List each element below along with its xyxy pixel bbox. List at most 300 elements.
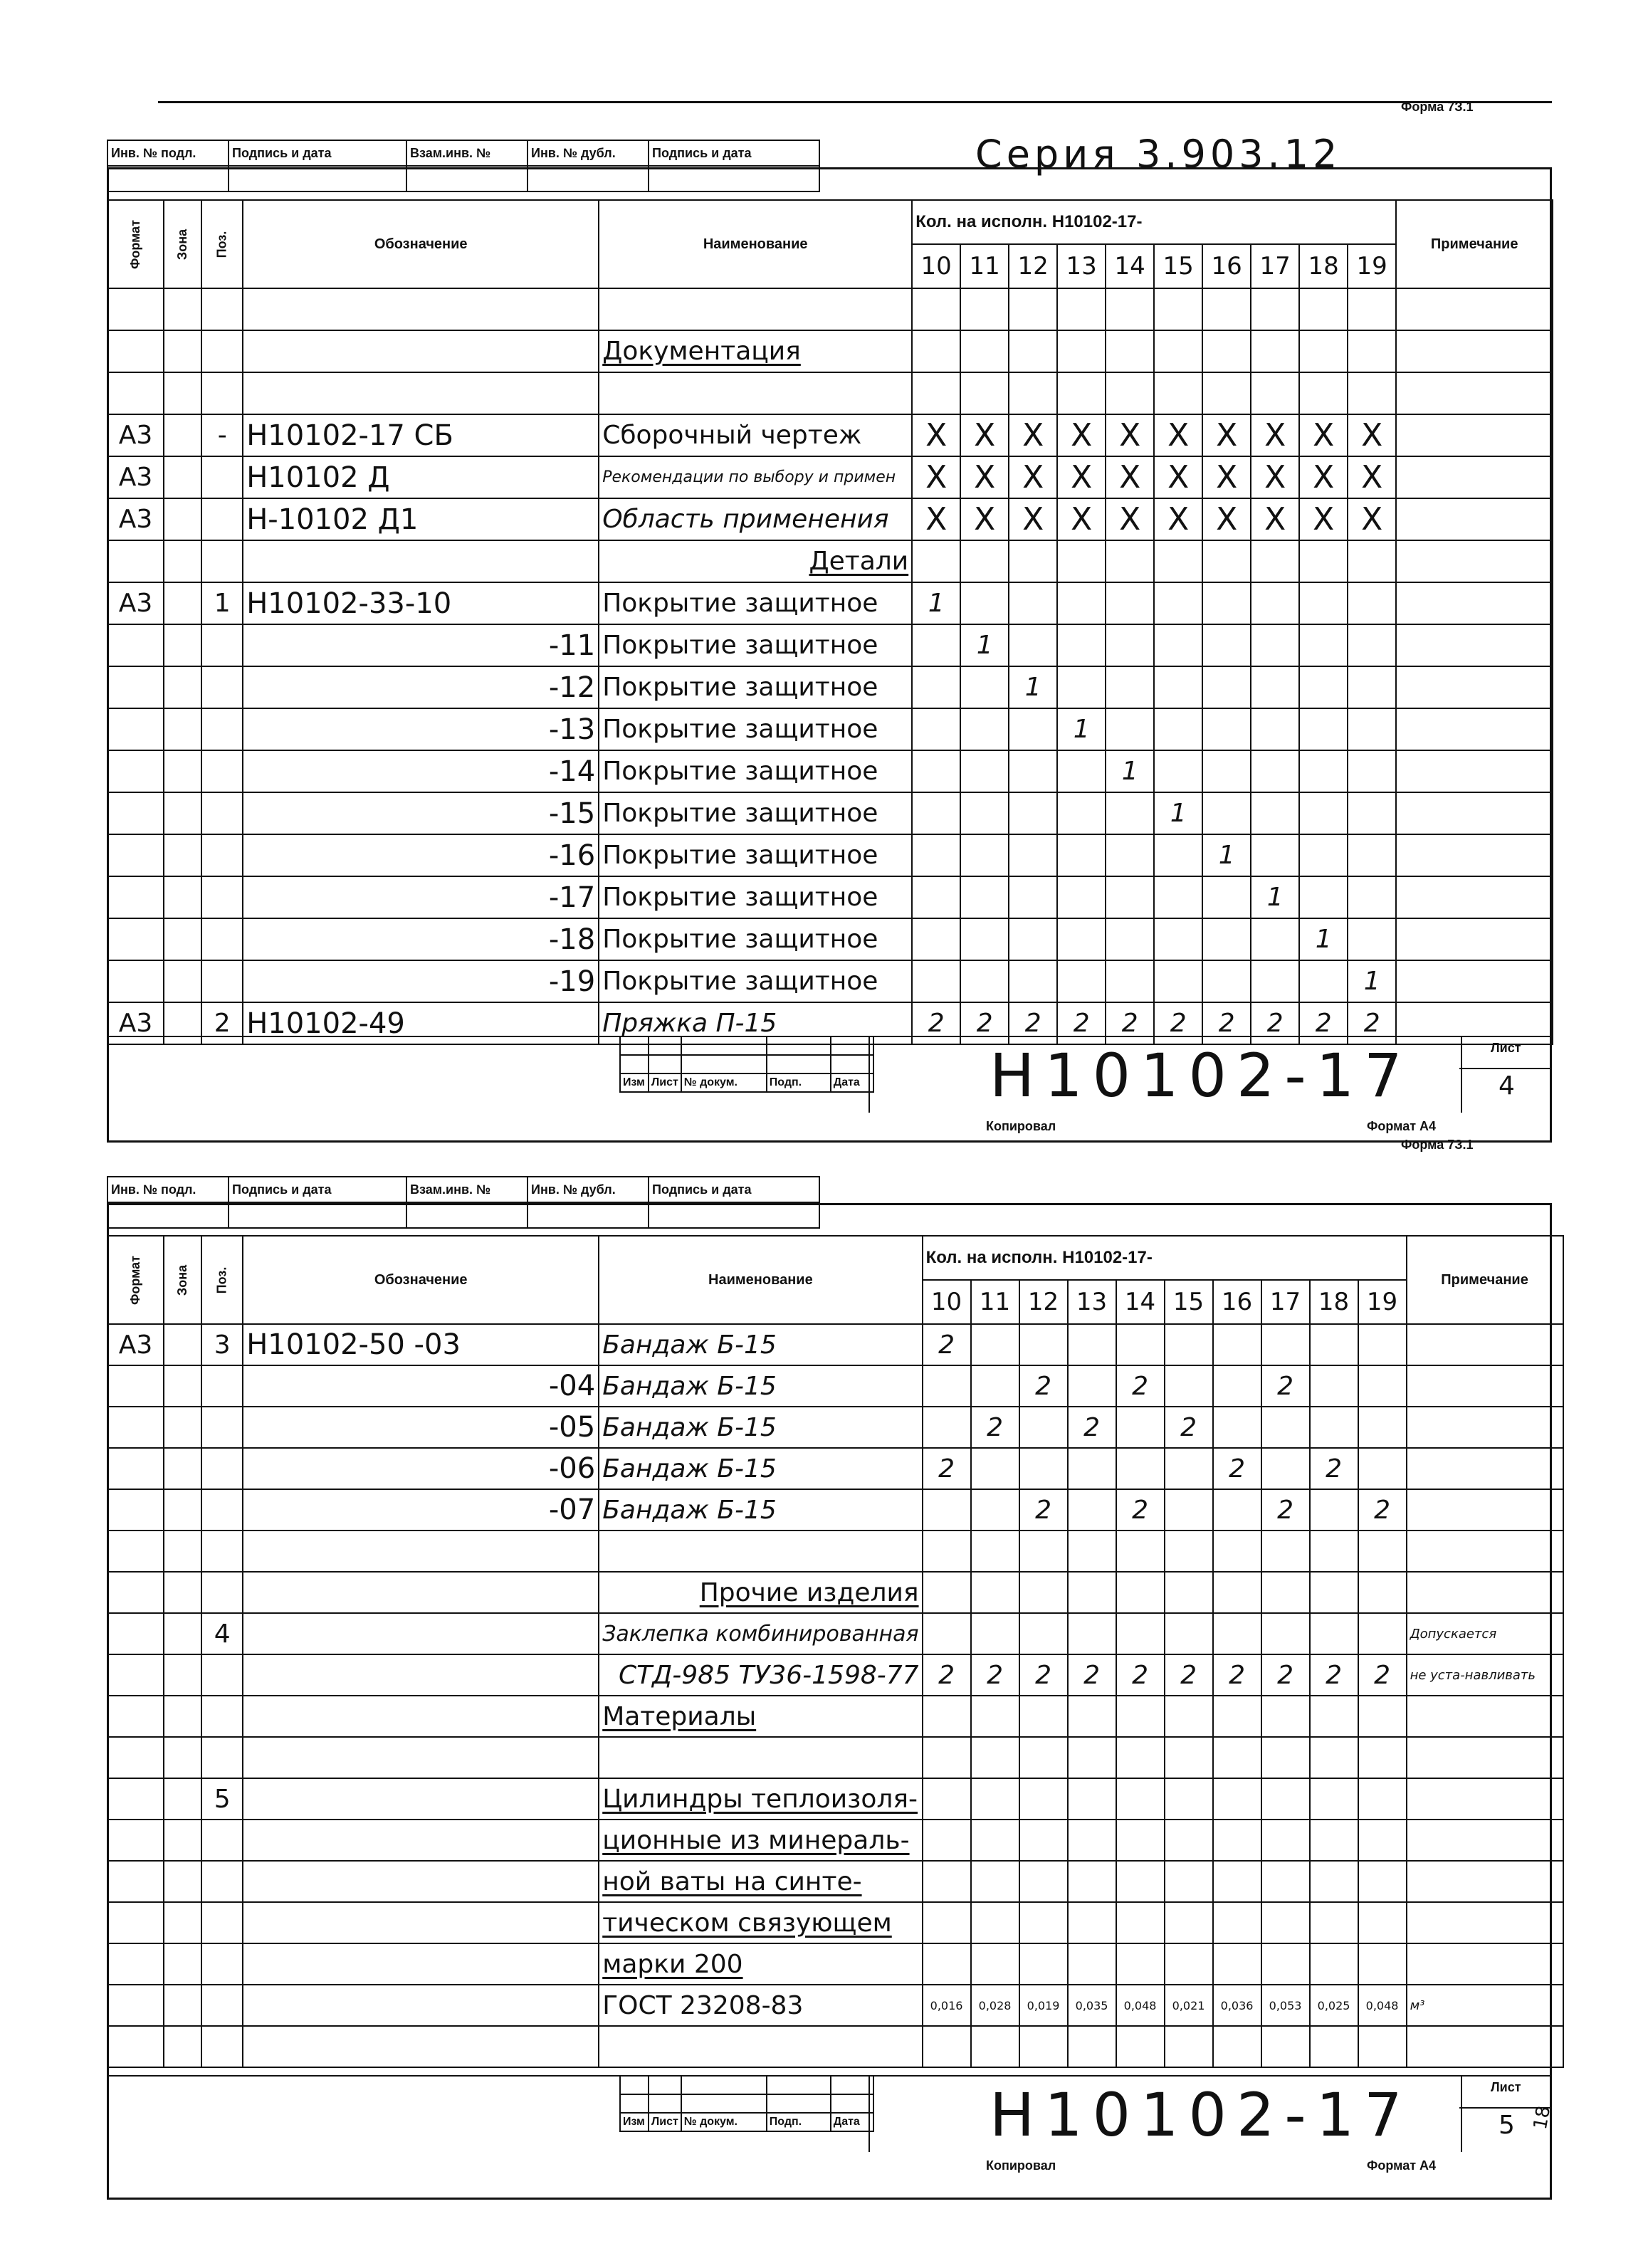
qty-cell-10 bbox=[912, 792, 960, 834]
qty-cell-10 bbox=[912, 288, 960, 330]
designation-cell bbox=[243, 288, 599, 330]
pos-cell bbox=[201, 498, 243, 540]
designation-cell bbox=[243, 2026, 599, 2067]
table-row bbox=[107, 2026, 1563, 2067]
pos-cell bbox=[201, 1902, 243, 1943]
name-cell bbox=[599, 372, 912, 414]
qty-cell-19 bbox=[1358, 1943, 1407, 1985]
qty-cell-17: 0,053 bbox=[1261, 1985, 1310, 2026]
qty-cell-12 bbox=[1009, 624, 1057, 666]
form-label-2: Форма 7З.1 bbox=[1401, 1138, 1474, 1152]
qty-cell-12 bbox=[1019, 1820, 1068, 1861]
designation-cell: Н10102 Д bbox=[243, 456, 599, 498]
note-cell bbox=[1396, 792, 1553, 834]
qty-cell-14 bbox=[1106, 666, 1154, 708]
qty-cell-18: 2 bbox=[1310, 1448, 1358, 1489]
copied-label: Копировал bbox=[986, 2158, 1056, 2173]
pos-cell bbox=[201, 708, 243, 750]
qty-cell-10 bbox=[923, 1365, 971, 1407]
table-row bbox=[107, 1820, 1563, 1861]
format-cell bbox=[107, 1407, 164, 1448]
qty-cell-14: 2 bbox=[1116, 1654, 1165, 1696]
qty-cell-13: X bbox=[1057, 498, 1106, 540]
tb-cell bbox=[620, 1036, 649, 1055]
note-cell bbox=[1396, 876, 1553, 918]
tb-label: Дата bbox=[831, 1073, 873, 1092]
qty-cell-12 bbox=[1009, 330, 1057, 372]
qty-cell-18 bbox=[1299, 834, 1348, 876]
qty-cell-18 bbox=[1310, 1365, 1358, 1407]
qty-cell-14 bbox=[1106, 876, 1154, 918]
qty-cell-14 bbox=[1116, 1531, 1165, 1572]
qty-cell-13 bbox=[1068, 1365, 1116, 1407]
strip-cell: Инв. № дубл. bbox=[528, 140, 649, 166]
qty-cell-10 bbox=[912, 918, 960, 960]
format-cell: А3 bbox=[107, 1002, 164, 1044]
pos-cell bbox=[201, 1737, 243, 1778]
table-row bbox=[107, 918, 1553, 960]
strip-blank bbox=[528, 1202, 649, 1228]
qty-cell-16 bbox=[1202, 960, 1251, 1002]
note-cell bbox=[1396, 582, 1553, 624]
table-row bbox=[107, 1654, 1563, 1696]
qty-cell-14: 2 bbox=[1106, 1002, 1154, 1044]
qty-cell-17: X bbox=[1251, 456, 1299, 498]
qty-cell-11 bbox=[971, 1696, 1019, 1737]
qty-cell-10: 2 bbox=[912, 1002, 960, 1044]
qty-cell-15 bbox=[1165, 1737, 1213, 1778]
name-cell: Покрытие защитное bbox=[599, 750, 912, 792]
tb-label: Лист bbox=[649, 1073, 681, 1092]
designation-cell: Н10102-50 -03 bbox=[243, 1324, 599, 1365]
note-cell bbox=[1407, 1861, 1563, 1902]
qty-cell-12 bbox=[1009, 708, 1057, 750]
pos-header: Поз. bbox=[201, 1236, 243, 1324]
format-cell bbox=[107, 960, 164, 1002]
qty-cell-18 bbox=[1310, 1696, 1358, 1737]
qty-cell-16 bbox=[1202, 876, 1251, 918]
note-cell bbox=[1396, 834, 1553, 876]
table-row bbox=[107, 1365, 1563, 1407]
tb-cell bbox=[681, 2076, 767, 2094]
qty-cell-17: 2 bbox=[1261, 1654, 1310, 1696]
qty-cell-11 bbox=[960, 666, 1009, 708]
table-row bbox=[107, 1778, 1563, 1820]
qty-cell-17 bbox=[1251, 330, 1299, 372]
qty-cell-15 bbox=[1165, 1861, 1213, 1902]
qty-cell-18: X bbox=[1299, 414, 1348, 456]
tb-label: № докум. bbox=[681, 2113, 767, 2131]
format-cell bbox=[107, 1820, 164, 1861]
qty-cell-13 bbox=[1057, 834, 1106, 876]
qty-cell-13 bbox=[1057, 750, 1106, 792]
pos-cell bbox=[201, 876, 243, 918]
format-cell bbox=[107, 624, 164, 666]
variant-header-12: 12 bbox=[1009, 244, 1057, 288]
qty-cell-18 bbox=[1310, 1861, 1358, 1902]
strip-blank bbox=[406, 1202, 528, 1228]
format-cell bbox=[107, 1696, 164, 1737]
qty-cell-15: X bbox=[1154, 456, 1202, 498]
qty-cell-13 bbox=[1057, 288, 1106, 330]
table-row bbox=[107, 1572, 1563, 1613]
variant-header-14: 14 bbox=[1116, 1280, 1165, 1324]
note-cell bbox=[1396, 372, 1553, 414]
qty-cell-17 bbox=[1251, 750, 1299, 792]
qty-cell-15 bbox=[1154, 750, 1202, 792]
note-cell bbox=[1396, 498, 1553, 540]
qty-cell-16 bbox=[1213, 1737, 1261, 1778]
qty-cell-10 bbox=[923, 2026, 971, 2067]
qty-cell-16 bbox=[1213, 1613, 1261, 1654]
format-cell bbox=[107, 750, 164, 792]
qty-cell-14 bbox=[1106, 708, 1154, 750]
designation-cell bbox=[243, 372, 599, 414]
pos-cell: 2 bbox=[201, 1002, 243, 1044]
qty-cell-15 bbox=[1154, 708, 1202, 750]
qty-cell-13 bbox=[1068, 1531, 1116, 1572]
variant-header-13: 13 bbox=[1068, 1280, 1116, 1324]
qty-cell-15 bbox=[1165, 1448, 1213, 1489]
qty-cell-15 bbox=[1165, 1324, 1213, 1365]
qty-cell-14 bbox=[1116, 1820, 1165, 1861]
zone-cell bbox=[164, 1489, 201, 1531]
qty-cell-18 bbox=[1299, 750, 1348, 792]
qty-cell-18 bbox=[1310, 1778, 1358, 1820]
zone-cell bbox=[164, 834, 201, 876]
zone-header: Зона bbox=[164, 200, 201, 288]
table-row bbox=[107, 330, 1553, 372]
qty-cell-17 bbox=[1261, 1820, 1310, 1861]
qty-cell-13 bbox=[1057, 960, 1106, 1002]
sheet-label: Лист bbox=[1491, 2080, 1521, 2094]
qty-cell-19: 2 bbox=[1358, 1654, 1407, 1696]
name-cell: Покрытие защитное bbox=[599, 834, 912, 876]
zone-cell bbox=[164, 288, 201, 330]
qty-cell-15 bbox=[1165, 1572, 1213, 1613]
table-row bbox=[107, 1613, 1563, 1654]
name-cell: Прочие изделия bbox=[599, 1572, 922, 1613]
qty-cell-17 bbox=[1261, 1902, 1310, 1943]
designation-cell: Н10102-49 bbox=[243, 1002, 599, 1044]
variant-header-19: 19 bbox=[1358, 1280, 1407, 1324]
qty-cell-17 bbox=[1251, 372, 1299, 414]
note-cell bbox=[1396, 540, 1553, 582]
qty-cell-16 bbox=[1213, 1820, 1261, 1861]
qty-cell-12: 2 bbox=[1019, 1489, 1068, 1531]
qty-cell-16 bbox=[1213, 1778, 1261, 1820]
qty-cell-10 bbox=[912, 876, 960, 918]
qty-cell-12 bbox=[1019, 1407, 1068, 1448]
qty-cell-17 bbox=[1251, 624, 1299, 666]
qty-cell-17 bbox=[1261, 1531, 1310, 1572]
qty-cell-12: X bbox=[1009, 414, 1057, 456]
format-label: Формат А4 bbox=[1367, 1119, 1437, 1133]
qty-cell-15 bbox=[1154, 918, 1202, 960]
qty-cell-12 bbox=[1019, 1778, 1068, 1820]
name-cell: Покрытие защитное bbox=[599, 624, 912, 666]
table-row bbox=[107, 456, 1553, 498]
qty-cell-19 bbox=[1358, 1737, 1407, 1778]
qty-cell-18 bbox=[1310, 1943, 1358, 1985]
qty-cell-15 bbox=[1165, 1778, 1213, 1820]
qty-cell-18 bbox=[1299, 876, 1348, 918]
qty-cell-17 bbox=[1251, 582, 1299, 624]
qty-cell-13 bbox=[1068, 1448, 1116, 1489]
qty-cell-16 bbox=[1213, 1324, 1261, 1365]
variant-header-15: 15 bbox=[1165, 1280, 1213, 1324]
qty-cell-19: 0,048 bbox=[1358, 1985, 1407, 2026]
designation-cell: -15 bbox=[243, 792, 599, 834]
qty-cell-14 bbox=[1116, 1778, 1165, 1820]
qty-cell-13: 0,035 bbox=[1068, 1985, 1116, 2026]
designation-cell: -06 bbox=[243, 1448, 599, 1489]
strip-cell: Подпись и дата bbox=[229, 1177, 406, 1202]
pos-cell bbox=[201, 750, 243, 792]
qty-cell-18 bbox=[1299, 666, 1348, 708]
note-cell bbox=[1407, 1324, 1563, 1365]
qty-cell-18 bbox=[1299, 624, 1348, 666]
top-rule bbox=[158, 101, 1552, 103]
qty-cell-18 bbox=[1310, 1531, 1358, 1572]
tb-cell bbox=[831, 1036, 873, 1055]
qty-cell-10 bbox=[912, 708, 960, 750]
designation-cell: -16 bbox=[243, 834, 599, 876]
zone-cell bbox=[164, 1572, 201, 1613]
qty-cell-10 bbox=[923, 1489, 971, 1531]
designation-cell bbox=[243, 1654, 599, 1696]
pos-cell bbox=[201, 834, 243, 876]
qty-cell-18 bbox=[1310, 1820, 1358, 1861]
qty-cell-16 bbox=[1213, 1696, 1261, 1737]
qty-cell-19 bbox=[1348, 624, 1396, 666]
format-cell bbox=[107, 288, 164, 330]
pos-cell bbox=[201, 918, 243, 960]
zone-cell bbox=[164, 1985, 201, 2026]
qty-cell-14: 1 bbox=[1106, 750, 1154, 792]
qty-cell-10 bbox=[912, 834, 960, 876]
designation-cell: -11 bbox=[243, 624, 599, 666]
variant-header-14: 14 bbox=[1106, 244, 1154, 288]
pos-cell bbox=[201, 540, 243, 582]
pos-cell bbox=[201, 330, 243, 372]
note-cell bbox=[1396, 918, 1553, 960]
pos-cell bbox=[201, 1407, 243, 1448]
qty-cell-10: 2 bbox=[923, 1324, 971, 1365]
qty-cell-17 bbox=[1251, 834, 1299, 876]
format-cell bbox=[107, 330, 164, 372]
qty-cell-15 bbox=[1165, 1613, 1213, 1654]
zone-cell bbox=[164, 1737, 201, 1778]
zone-cell bbox=[164, 414, 201, 456]
table-row bbox=[107, 1902, 1563, 1943]
top-strip-1 bbox=[107, 140, 820, 192]
pos-cell bbox=[201, 1820, 243, 1861]
table-row bbox=[107, 1531, 1563, 1572]
designation-cell bbox=[243, 1613, 599, 1654]
qty-cell-16 bbox=[1202, 288, 1251, 330]
qty-cell-14 bbox=[1116, 1861, 1165, 1902]
qty-cell-19 bbox=[1358, 1820, 1407, 1861]
pos-cell bbox=[201, 960, 243, 1002]
format-cell bbox=[107, 1448, 164, 1489]
qty-cell-16 bbox=[1202, 624, 1251, 666]
qty-cell-13 bbox=[1068, 1572, 1116, 1613]
qty-cell-16 bbox=[1202, 918, 1251, 960]
qty-cell-15 bbox=[1165, 1365, 1213, 1407]
zone-cell bbox=[164, 1696, 201, 1737]
copied-label: Копировал bbox=[986, 1119, 1056, 1133]
tb-label: Изм bbox=[620, 1073, 649, 1092]
qty-cell-16 bbox=[1202, 750, 1251, 792]
tb-label: Подп. bbox=[767, 2113, 831, 2131]
note-cell bbox=[1396, 456, 1553, 498]
qty-cell-11 bbox=[971, 1943, 1019, 1985]
note-cell: Допускается bbox=[1407, 1613, 1563, 1654]
pos-cell bbox=[201, 624, 243, 666]
name-cell: Цилиндры теплоизоля- bbox=[599, 1778, 922, 1820]
qty-cell-18 bbox=[1310, 1613, 1358, 1654]
name-cell bbox=[599, 1737, 922, 1778]
qty-cell-15 bbox=[1165, 1696, 1213, 1737]
qty-cell-13: X bbox=[1057, 456, 1106, 498]
qty-cell-10 bbox=[912, 330, 960, 372]
table-row bbox=[107, 624, 1553, 666]
form-label: Форма 7З.1 bbox=[1401, 100, 1474, 114]
zone-cell bbox=[164, 1324, 201, 1365]
table-row bbox=[107, 1861, 1563, 1902]
format-cell bbox=[107, 540, 164, 582]
zone-cell bbox=[164, 330, 201, 372]
qty-cell-16 bbox=[1202, 372, 1251, 414]
name-header: Наименование bbox=[599, 200, 912, 288]
strip-cell: Инв. № подл. bbox=[107, 1177, 229, 1202]
qty-cell-19 bbox=[1358, 1861, 1407, 1902]
qty-cell-15 bbox=[1154, 540, 1202, 582]
qty-cell-12 bbox=[1019, 1324, 1068, 1365]
qty-cell-11: 0,028 bbox=[971, 1985, 1019, 2026]
sheet-label: Лист bbox=[1491, 1041, 1521, 1055]
qty-cell-11 bbox=[971, 1778, 1019, 1820]
qty-cell-12: 2 bbox=[1019, 1365, 1068, 1407]
strip-cell: Инв. № дубл. bbox=[528, 1177, 649, 1202]
qty-cell-13 bbox=[1068, 1696, 1116, 1737]
qty-cell-13 bbox=[1068, 1861, 1116, 1902]
name-cell: Сборочный чертеж bbox=[599, 414, 912, 456]
qty-cell-15 bbox=[1154, 876, 1202, 918]
designation-cell: -17 bbox=[243, 876, 599, 918]
variant-header-18: 18 bbox=[1310, 1280, 1358, 1324]
name-cell: Бандаж Б-15 bbox=[599, 1365, 922, 1407]
designation-cell bbox=[243, 330, 599, 372]
pos-cell: 1 bbox=[201, 582, 243, 624]
qty-cell-14: X bbox=[1106, 456, 1154, 498]
designation-cell bbox=[243, 1820, 599, 1861]
qty-cell-12 bbox=[1009, 750, 1057, 792]
format-label: Формат А4 bbox=[1367, 2158, 1437, 2173]
zone-cell bbox=[164, 1002, 201, 1044]
qty-cell-11: 2 bbox=[960, 1002, 1009, 1044]
title-block-2 bbox=[619, 2075, 874, 2132]
name-cell: Покрытие защитное bbox=[599, 918, 912, 960]
qty-cell-17 bbox=[1251, 918, 1299, 960]
qty-cell-11 bbox=[960, 288, 1009, 330]
qty-cell-18: 2 bbox=[1310, 1654, 1358, 1696]
name-cell: Детали bbox=[599, 540, 912, 582]
tb-cell bbox=[649, 1036, 681, 1055]
qty-cell-13 bbox=[1057, 540, 1106, 582]
qty-cell-17: 2 bbox=[1261, 1365, 1310, 1407]
qty-cell-10: X bbox=[912, 414, 960, 456]
qty-cell-14 bbox=[1116, 1696, 1165, 1737]
qty-cell-16 bbox=[1213, 1572, 1261, 1613]
qty-cell-13 bbox=[1068, 1737, 1116, 1778]
qty-cell-19 bbox=[1358, 2026, 1407, 2067]
qty-cell-11 bbox=[971, 1448, 1019, 1489]
qty-cell-11 bbox=[971, 1902, 1019, 1943]
format-cell bbox=[107, 1613, 164, 1654]
variant-header-17: 17 bbox=[1251, 244, 1299, 288]
zone-cell bbox=[164, 1531, 201, 1572]
qty-cell-17 bbox=[1251, 666, 1299, 708]
note-cell: м³ bbox=[1407, 1985, 1563, 2026]
note-cell bbox=[1396, 708, 1553, 750]
designation-cell: -04 bbox=[243, 1365, 599, 1407]
qty-cell-15 bbox=[1154, 624, 1202, 666]
qty-cell-18 bbox=[1299, 540, 1348, 582]
designation-cell bbox=[243, 1531, 599, 1572]
qty-cell-11 bbox=[971, 1324, 1019, 1365]
note-cell bbox=[1407, 1737, 1563, 1778]
qty-cell-16 bbox=[1202, 540, 1251, 582]
qty-cell-12 bbox=[1009, 372, 1057, 414]
qty-cell-14 bbox=[1116, 1943, 1165, 1985]
name-cell: Бандаж Б-15 bbox=[599, 1324, 922, 1365]
tb-cell bbox=[620, 2076, 649, 2094]
qty-cell-19 bbox=[1348, 582, 1396, 624]
strip-cell: Взам.инв. № bbox=[406, 1177, 528, 1202]
name-cell: Бандаж Б-15 bbox=[599, 1407, 922, 1448]
designation-cell bbox=[243, 1696, 599, 1737]
pos-cell bbox=[201, 1696, 243, 1737]
tb-label: Лист bbox=[649, 2113, 681, 2131]
qty-cell-17: X bbox=[1251, 498, 1299, 540]
qty-cell-15: 2 bbox=[1154, 1002, 1202, 1044]
tb-cell bbox=[620, 2094, 649, 2113]
qty-cell-14: X bbox=[1106, 498, 1154, 540]
qty-cell-15: X bbox=[1154, 414, 1202, 456]
pos-cell bbox=[201, 456, 243, 498]
note-cell bbox=[1396, 960, 1553, 1002]
qty-cell-13 bbox=[1057, 666, 1106, 708]
table-row bbox=[107, 834, 1553, 876]
format-header: Формат bbox=[107, 200, 164, 288]
pos-cell bbox=[201, 1943, 243, 1985]
qty-cell-12 bbox=[1019, 1861, 1068, 1902]
qty-cell-15 bbox=[1165, 1943, 1213, 1985]
qty-cell-16: 1 bbox=[1202, 834, 1251, 876]
qty-cell-17 bbox=[1261, 1778, 1310, 1820]
spec-table-sheet-2 bbox=[107, 1235, 1564, 2068]
qty-cell-19 bbox=[1348, 540, 1396, 582]
qty-cell-16 bbox=[1213, 2026, 1261, 2067]
qty-cell-12 bbox=[1019, 1531, 1068, 1572]
designation-cell bbox=[243, 540, 599, 582]
qty-cell-19: 2 bbox=[1348, 1002, 1396, 1044]
qty-cell-14 bbox=[1116, 1407, 1165, 1448]
qty-cell-17 bbox=[1261, 1324, 1310, 1365]
qty-cell-11: X bbox=[960, 456, 1009, 498]
